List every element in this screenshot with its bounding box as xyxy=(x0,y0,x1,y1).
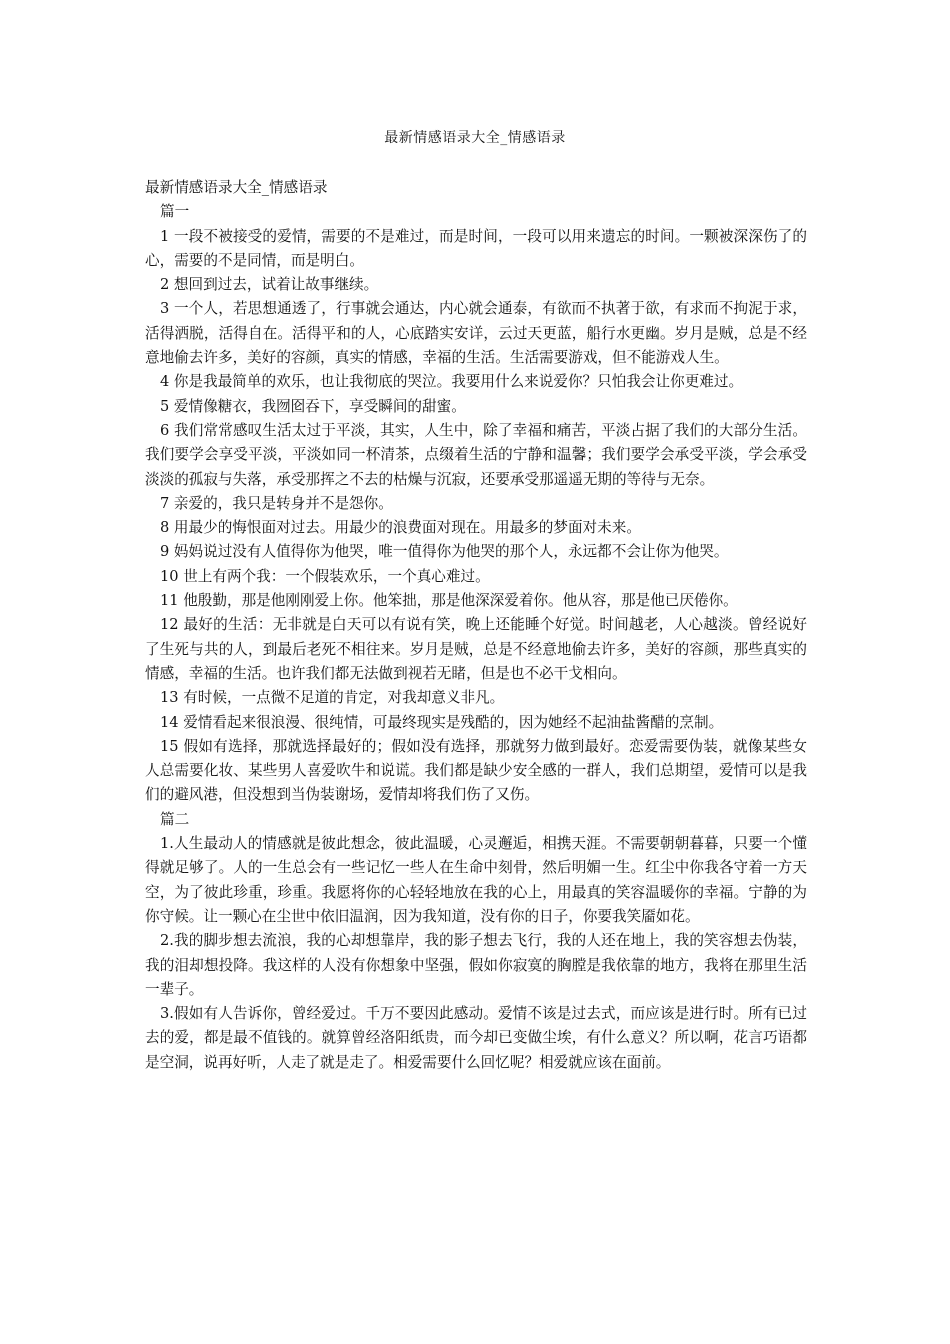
paragraph: 4 你是我最简单的欢乐，也让我彻底的哭泣。我要用什么来说爱你？只怕我会让你更难过。 xyxy=(160,373,744,391)
paragraph: 3 一个人，若思想通透了，行事就会通达，内心就会通泰，有欲而不执著于欲，有求而不拘泥于求，活得洒脱，活得自在。活得平和的人，心底踏实安详，云过天更蓝，船行水更幽。岁月是贼，总是不经意地偷去许多，美好的容颜，真实的情感，幸福的生活。生活需要游戏，但不能游戏人生。 xyxy=(145,300,807,367)
paragraph: 7 亲爱的，我只是转身并不是怨你。 xyxy=(160,494,393,512)
paragraph: 2 想回到过去，试着让故事继续。 xyxy=(160,276,379,294)
paragraph: 15 假如有选择，那就选择最好的；假如没有选择，那就努力做到最好。恋爱需要伪装，就像某些女人总需要化妆、某些男人喜爱吹牛和说谎。我们都是缺少安全感的一群人，我们总期望，爱情可以是我们的避风港，但没想到当伪装谢场，爱情却将我们伤了又伤。 xyxy=(145,737,807,804)
paragraph: 11 他殷勤，那是他刚刚爱上你。他笨拙，那是他深深爱着你。他从容，那是他已厌倦你。 xyxy=(160,592,738,610)
paragraph: 9 妈妈说过没有人值得你为他哭，唯一值得你为他哭的那个人，永远都不会让你为他哭。 xyxy=(160,543,729,561)
document-body xyxy=(145,176,807,1075)
section-heading-2: 篇二 xyxy=(160,810,190,828)
document-subtitle: 最新情感语录大全_情感语录 xyxy=(145,179,328,196)
paragraph: 6 我们常常感叹生活太过于平淡，其实，人生中，除了幸福和痛苦，平淡占据了我们的大部分生活。我们要学会享受平淡，平淡如同一杯清茶，点缀着生活的宁静和温馨；我们要学会承受平淡，学会承受淡淡的孤寂与失落，承受那挥之不去的枯燥与沉寂，还要承受那遥遥无期的等待与无奈。 xyxy=(145,421,807,488)
document-title: 最新情感语录大全_情感语录 xyxy=(384,130,566,146)
paragraph: 1 一段不被接受的爱情，需要的不是难过，而是时间，一段可以用来遗忘的时间。一颗被深深伤了的心，需要的不是同情，而是明白。 xyxy=(145,227,807,269)
paragraph: 5 爱情像糖衣，我囫囵吞下，享受瞬间的甜蜜。 xyxy=(160,397,466,415)
paragraph: 13 有时候，一点微不足道的肯定，对我却意义非凡。 xyxy=(160,689,505,707)
paragraph: 12 最好的生活：无非就是白天可以有说有笑，晚上还能睡个好觉。时间越老，人心越淡。曾经说好了生死与共的人，到最后老死不相往来。岁月是贼，总是不经意地偷去许多，美好的容颜，那些真实的情感，幸福的生活。也许我们都无法做到视若无睹，但是也不必干戈相向。 xyxy=(145,616,807,682)
paragraph: 2.我的脚步想去流浪，我的心却想靠岸，我的影子想去飞行，我的人还在地上，我的笑容想去伪装，我的泪却想投降。我这样的人没有你想象中坚强，假如你寂寞的胸膛是我依靠的地方，我将在那里生活一辈子。 xyxy=(145,932,807,998)
section-heading-1: 篇一 xyxy=(160,203,190,221)
paragraph: 3.假如有人告诉你，曾经爱过。千万不要因此感动。爱情不该是过去式，而应该是进行时。所有已过去的爱，都是最不值钱的。就算曾经洛阳纸贵，而今却已变做尘埃，有什么意义？所以啊，花言巧语都是空洞，说再好听，人走了就是走了。相爱需要什么回忆呢？相爱就应该在面前。 xyxy=(145,1005,807,1071)
paragraph: 8 用最少的悔恨面对过去。用最少的浪费面对现在。用最多的梦面对未来。 xyxy=(160,519,641,537)
paragraph: 1.人生最动人的情感就是彼此想念，彼此温暖，心灵邂逅，相携天涯。不需要朝朝暮暮，只要一个懂得就足够了。人的一生总会有一些记忆一些人在生命中刻骨，然后明媚一生。红尘中你我各守着一方天空，为了彼此珍重，珍重。我愿将你的心轻轻地放在我的心上，用最真的笑容温暖你的幸福。宁静的为你守候。让一颗心在尘世中依旧温润，因为我知道，没有你的日子，你要我笑靥如花。 xyxy=(145,835,807,925)
paragraph: 14 爱情看起来很浪漫、很纯情，可最终现实是残酷的，因为她经不起油盐酱醋的烹制。 xyxy=(160,713,724,731)
paragraph: 10 世上有两个我：一个假装欢乐，一个真心难过。 xyxy=(160,567,490,585)
